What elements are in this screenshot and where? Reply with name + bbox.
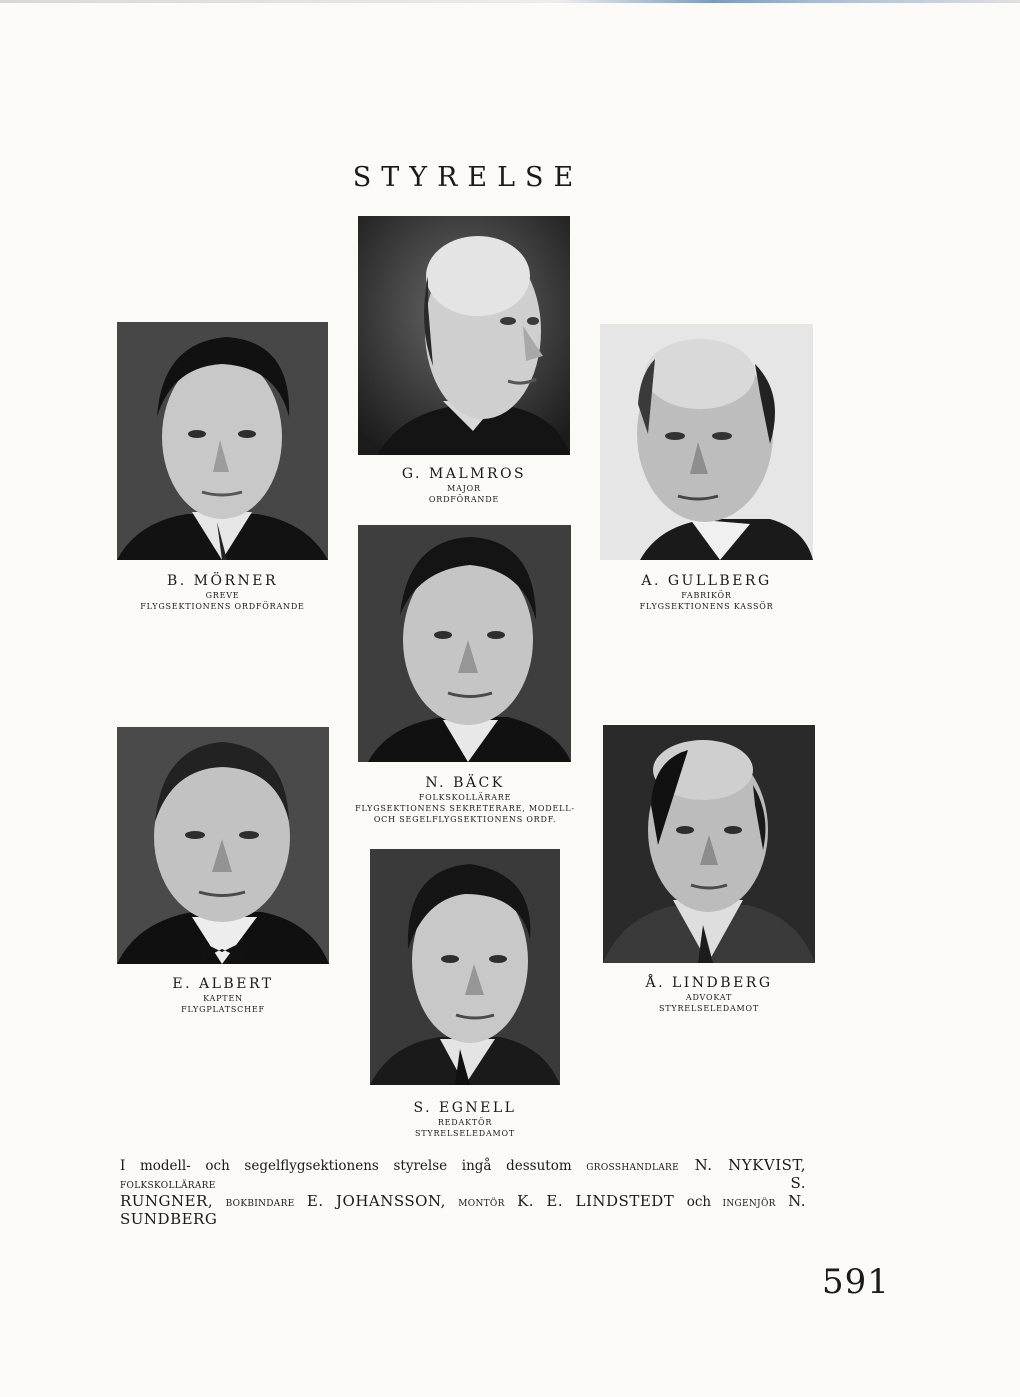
portrait-lindberg	[603, 725, 815, 963]
caption-gullberg	[592, 573, 821, 611]
footer-title: FOLKSKOLLÄRARE	[120, 1181, 216, 1191]
member-name: Å. LINDBERG	[645, 975, 773, 991]
footer-line-1	[120, 1158, 806, 1194]
member-name: A. GULLBERG	[641, 573, 772, 589]
member-name: N. BÄCK	[425, 775, 505, 791]
footer-name: K. E. LINDSTEDT	[504, 1192, 687, 1210]
portrait-egnell	[370, 849, 560, 1085]
member-role: FLYGPLATSCHEF	[181, 1005, 265, 1015]
portrait-morner	[117, 322, 328, 560]
footer-name: E. JOHANSSON,	[294, 1192, 459, 1210]
caption-albert	[117, 976, 329, 1014]
footer-name: RUNGNER,	[120, 1192, 226, 1210]
portrait-albert	[117, 727, 329, 964]
member-role: STYRELSELEDAMOT	[658, 1004, 760, 1014]
page-title: STYRELSE	[352, 162, 584, 193]
caption-back	[345, 775, 585, 825]
member-name: E. ALBERT	[172, 976, 274, 992]
portrait-malmros	[358, 216, 570, 455]
member-role: FLYGSEKTIONENS KASSÖR	[639, 602, 774, 612]
member-role: OCH SEGELFLYGSEKTIONENS ORDF.	[373, 815, 557, 825]
member-role: FOLKSKOLLÄRARE	[418, 793, 512, 803]
portrait-gullberg	[600, 324, 813, 560]
member-role: REDAKTÖR	[437, 1118, 493, 1128]
footer-paragraph	[120, 1158, 806, 1228]
member-name: G. MALMROS	[401, 466, 527, 482]
member-role: ORDFÖRANDE	[428, 495, 500, 505]
member-role: STYRELSELEDAMOT	[414, 1129, 516, 1139]
member-role: FABRIKÖR	[681, 591, 732, 601]
caption-lindberg	[603, 975, 815, 1013]
caption-malmros	[358, 466, 570, 504]
member-role: FLYGSEKTIONENS SEKRETERARE, MODELL-	[355, 804, 575, 814]
footer-name: S.	[215, 1174, 806, 1192]
footer-title: MONTÖR	[458, 1199, 505, 1209]
footer-title: BOKBINDARE	[225, 1199, 295, 1209]
page-number: 591	[822, 1262, 890, 1302]
member-role: KAPTEN	[203, 994, 243, 1004]
footer-line-2	[120, 1194, 806, 1228]
member-name: B. MÖRNER	[166, 573, 279, 589]
portrait-back	[358, 525, 571, 762]
member-role: FLYGSEKTIONENS ORDFÖRANDE	[140, 602, 305, 612]
caption-morner	[110, 573, 335, 611]
footer-name: N. NYKVIST,	[678, 1156, 806, 1174]
footer-space	[711, 1194, 722, 1210]
member-role: ADVOKAT	[685, 993, 733, 1003]
footer-text: I modell- och segelflygsektionens styrelse ingå dessutom	[120, 1158, 587, 1174]
member-role: GREVE	[205, 591, 240, 601]
scan-edge	[0, 0, 1020, 3]
caption-egnell	[355, 1100, 575, 1138]
member-name: S. EGNELL	[413, 1100, 517, 1116]
member-role: MAJOR	[447, 484, 481, 494]
footer-title: INGENJÖR	[722, 1199, 776, 1209]
footer-name: N. SUNDBERG	[120, 1192, 807, 1228]
footer-title: GROSSHANDLARE	[586, 1163, 679, 1173]
footer-text: och	[686, 1194, 712, 1210]
